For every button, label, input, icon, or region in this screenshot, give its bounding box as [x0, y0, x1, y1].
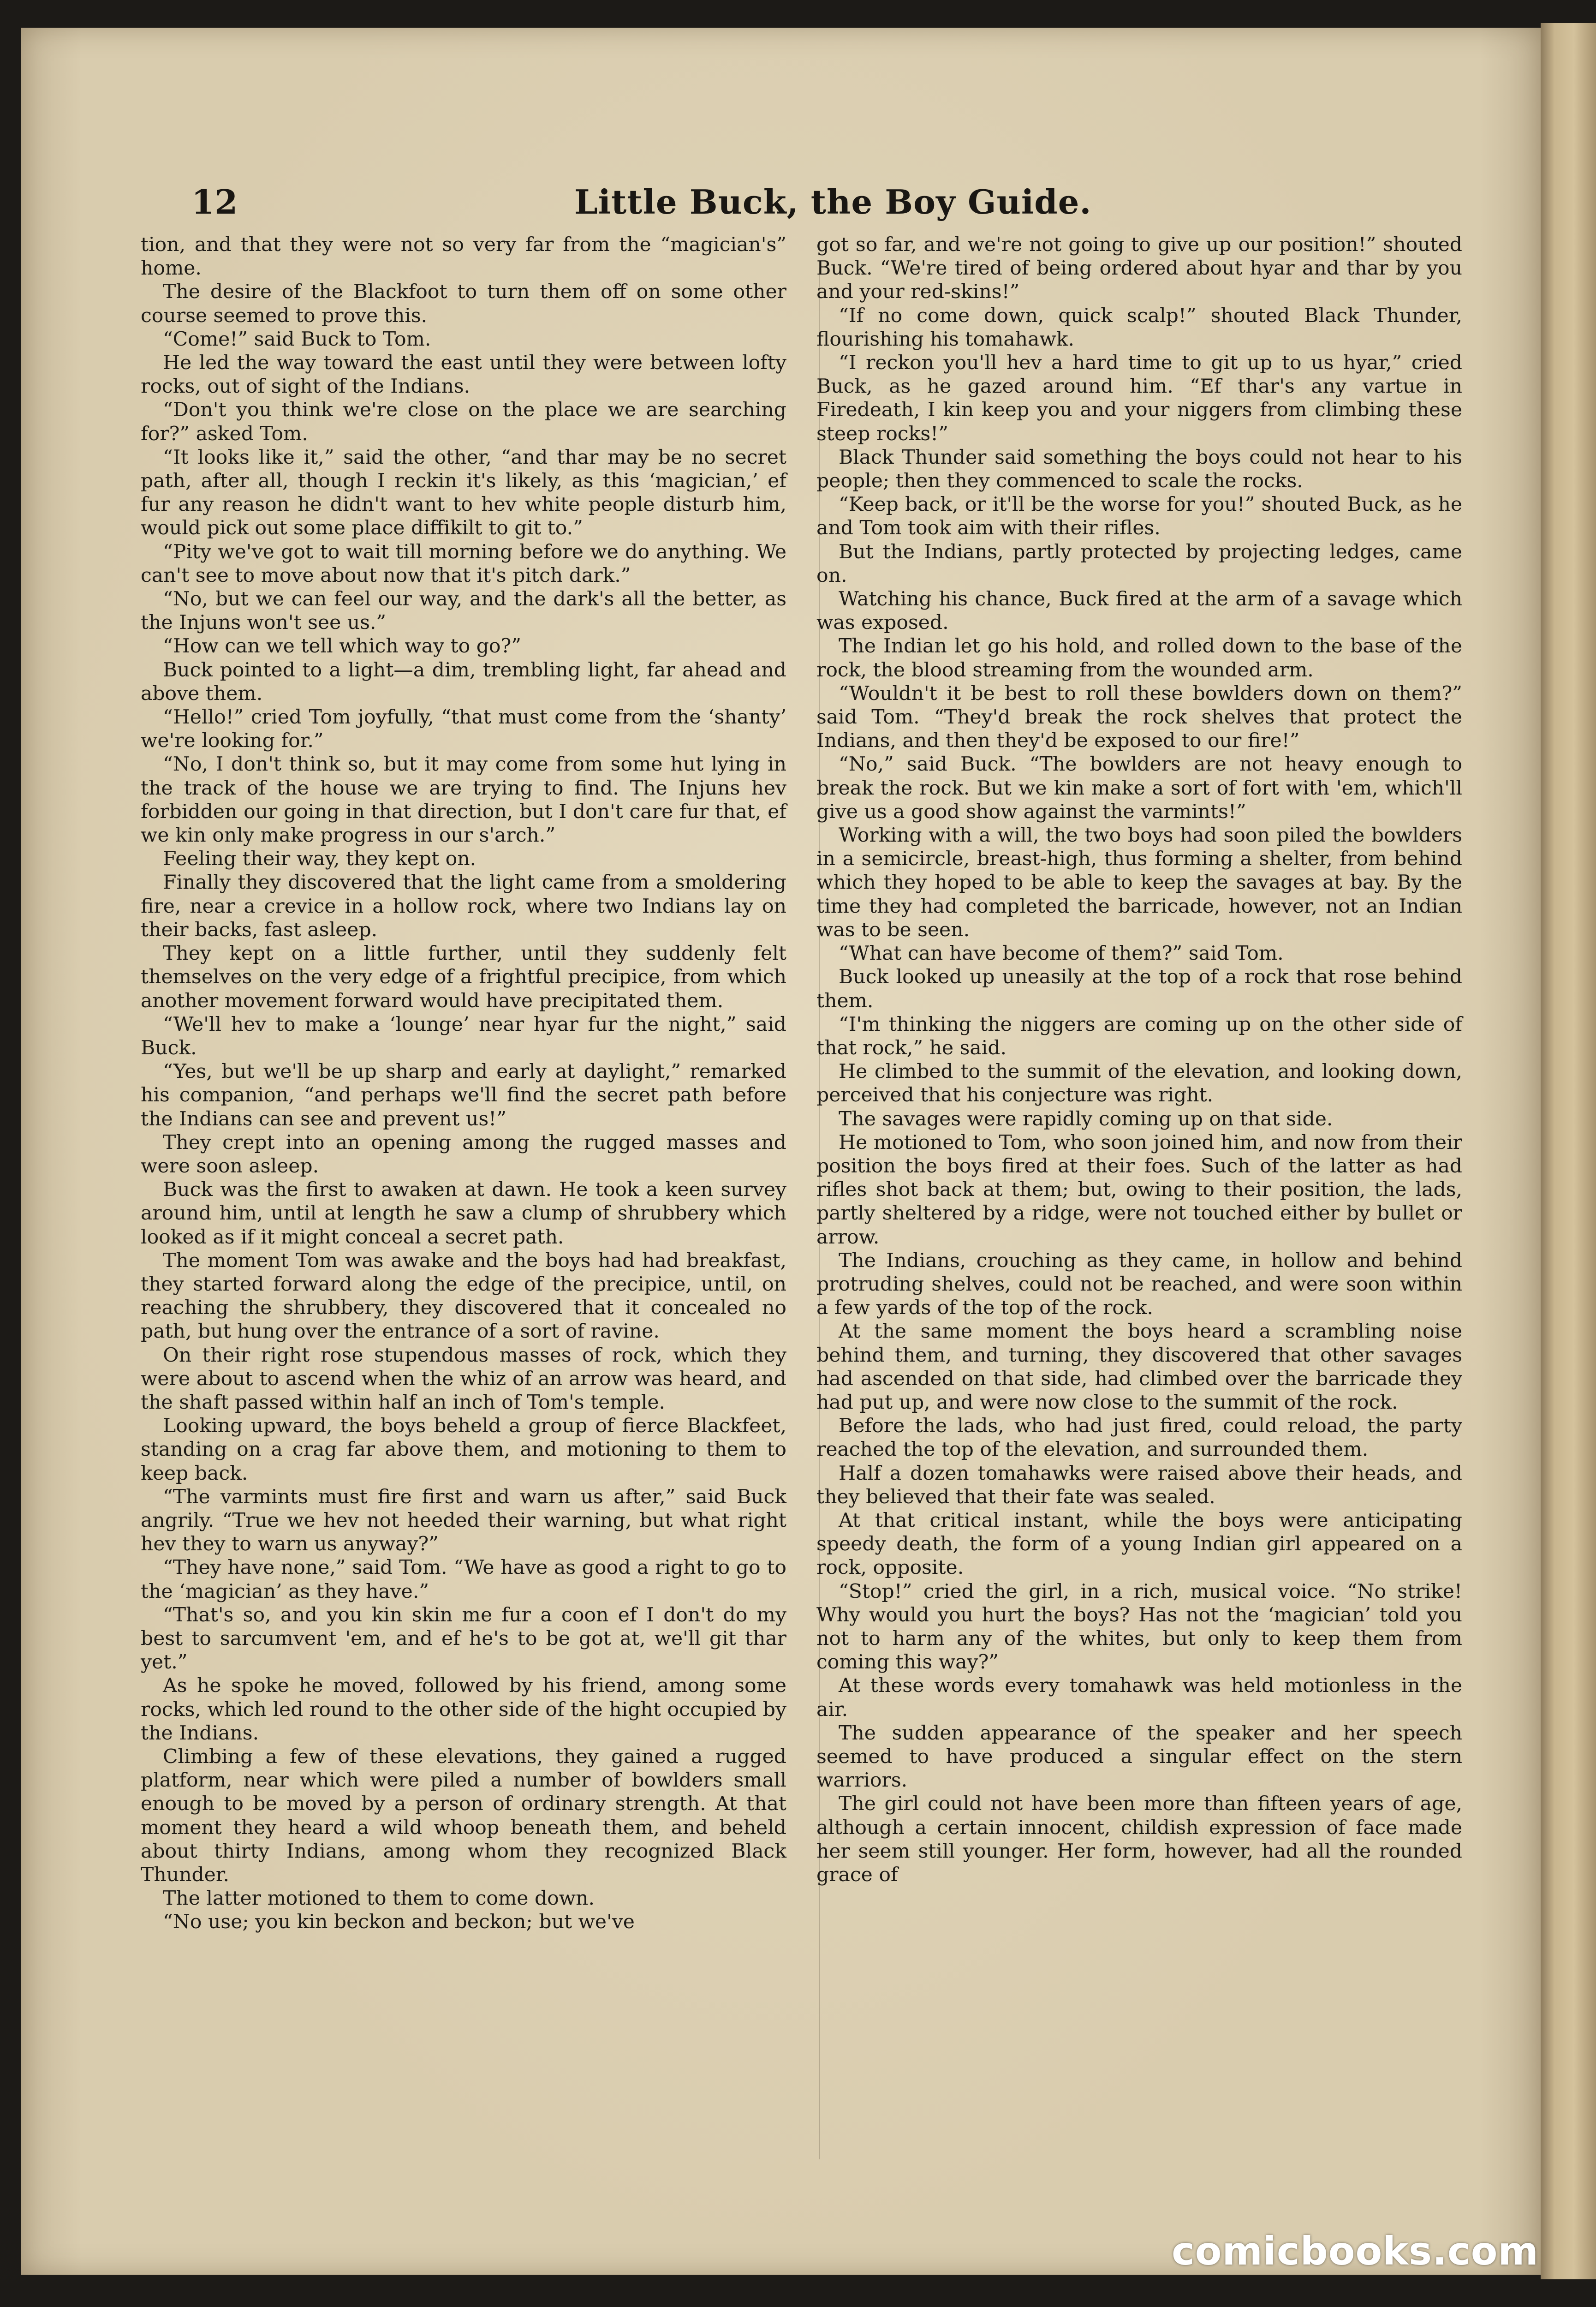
paragraph: “They have none,” said Tom. “We have as good a right to go to the ‘magician’ as they have.”: [141, 1556, 786, 1603]
paragraph: Buck pointed to a light—a dim, trembling light, far ahead and above them.: [141, 658, 786, 705]
right-column: [816, 233, 1462, 1887]
paragraph: Buck was the first to awaken at dawn. He took a keen survey around him, until at length he saw a clump of shrubbery which looked as if it might conceal a secret path.: [141, 1178, 786, 1249]
paragraph: He led the way toward the east until they were between lofty rocks, out of sight of the Indians.: [141, 352, 786, 398]
paragraph: Half a dozen tomahawks were raised above their heads, and they believed that their fate was sealed.: [816, 1462, 1462, 1508]
paragraph: At the same moment the boys heard a scrambling noise behind them, and turning, they discovered that other savages had ascended on that side, had climbed over the barricade they had put up, and were now close to the summit of the rock.: [816, 1320, 1462, 1414]
page-header: [21, 182, 1541, 233]
paragraph: The latter motioned to them to come down.: [163, 1887, 595, 1910]
paragraph: They crept into an opening among the rugged masses and were soon asleep.: [141, 1131, 786, 1177]
paragraph: “No use; you kin beckon and beckon; but we've: [163, 1911, 635, 1934]
paragraph: “Stop!” cried the girl, in a rich, musical voice. “No strike! Why would you hurt the boys? Has not the ‘magician’ told you not to harm any of the whites, but only to keep them from coming this way?”: [816, 1580, 1462, 1674]
paragraph: The savages were rapidly coming up on that side.: [839, 1107, 1333, 1130]
paragraph: The Indians, crouching as they came, in hollow and behind protruding shelves, could not be reached, and were soon within a few yards of the top of the rock.: [816, 1249, 1462, 1320]
paragraph: “The varmints must fire first and warn us after,” said Buck angrily. “True we hev not heeded their warning, but what right hev they to warn us anyway?”: [141, 1485, 786, 1556]
paragraph: He climbed to the summit of the elevation, and looking down, perceived that his conjecture was right.: [816, 1060, 1462, 1107]
paragraph: He motioned to Tom, who soon joined him, and now from their position the boys fired at their foes. Such of the latter as had rifles shot back at them; but, owing to their position, the lads, partly sheltered by a ridge, were not touched either by bullet or arrow.: [816, 1131, 1462, 1249]
paragraph: Finally they discovered that the light came from a smoldering fire, near a crevice in a hollow rock, where two Indians lay on their backs, fast asleep.: [141, 871, 786, 941]
paragraph: “I reckon you'll hev a hard time to git up to us hyar,” cried Buck, as he gazed around him. “Ef thar's any vartue in Firedeath, I kin keep you and your niggers from climbing these steep rocks!”: [816, 352, 1462, 445]
paragraph: “No, I don't think so, but it may come from some hut lying in the track of the house we are trying to find. The Injuns hev forbidden our going in that direction, but I don't care fur that, ef we kin only make progress in our s'arch.”: [141, 753, 786, 847]
paragraph: “Pity we've got to wait till morning before we do anything. We can't see to move about now that it's pitch dark.”: [141, 540, 786, 587]
paragraph: At that critical instant, while the boys were anticipating speedy death, the form of a young Indian girl appeared on a rock, opposite.: [816, 1509, 1462, 1579]
paragraph: “That's so, and you kin skin me fur a coon ef I don't do my best to sarcumvent 'em, and ef he's to be got at, we'll git thar yet.”: [141, 1603, 786, 1674]
paragraph: tion, and that they were not so very far from the “magician's” home.: [141, 233, 786, 280]
paragraph: “It looks like it,” said the other, “and thar may be no secret path, after all, though I reckin it's likely, as this ‘magician,’ ef fur any reason he didn't want to hev white people disturb him, would pick out some place diffikilt to git to.”: [141, 446, 786, 540]
paragraph: “How can we tell which way to go?”: [163, 635, 521, 658]
paragraph: As he spoke he moved, followed by his friend, among some rocks, which led round to the other side of the hight occupied by the Indians.: [141, 1674, 786, 1745]
paragraph: got so far, and we're not going to give up our position!” shouted Buck. “We're tired of being ordered about hyar and thar by you and your red-skins!”: [816, 233, 1462, 304]
paragraph: “Hello!” cried Tom joyfully, “that must come from the ‘shanty’ we're looking for.”: [141, 706, 786, 753]
paragraph: At these words every tomahawk was held motionless in the air.: [816, 1674, 1462, 1721]
paragraph: Watching his chance, Buck fired at the arm of a savage which was exposed.: [816, 588, 1462, 634]
paragraph: Black Thunder said something the boys could not hear to his people; then they commenced to scale the rocks.: [816, 446, 1462, 493]
page-number: 12: [191, 182, 238, 221]
paragraph: “If no come down, quick scalp!” shouted Black Thunder, flourishing his tomahawk.: [816, 304, 1462, 351]
paragraph: “We'll hev to make a ‘lounge’ near hyar fur the night,” said Buck.: [141, 1013, 786, 1059]
paragraph: “No,” said Buck. “The bowlders are not heavy enough to break the rock. But we kin make a sort of fort with 'em, which'll give us a good show against the varmints!”: [816, 753, 1462, 823]
left-column: [141, 233, 786, 1934]
paragraph: Looking upward, the boys beheld a group of fierce Blackfeet, standing on a crag far above them, and motioning to them to keep back.: [141, 1415, 786, 1485]
paragraph: “No, but we can feel our way, and the dark's all the better, as the Injuns won't see us.”: [141, 588, 786, 634]
paragraph: The desire of the Blackfoot to turn them off on some other course seemed to prove this.: [141, 281, 786, 327]
paragraph: “Keep back, or it'll be the worse for you!” shouted Buck, as he and Tom took aim with their rifles.: [816, 493, 1462, 540]
paragraph: But the Indians, partly protected by projecting ledges, came on.: [816, 540, 1462, 587]
paragraph: Feeling their way, they kept on.: [163, 848, 476, 871]
paragraph: The moment Tom was awake and the boys had had breakfast, they started forward along the edge of the precipice, until, on reaching the shrubbery, they discovered that it concealed no path, but hung over the entrance of a sort of ravine.: [141, 1249, 786, 1343]
paragraph: Buck looked up uneasily at the top of a rock that rose behind them.: [816, 966, 1462, 1012]
paragraph: “What can have become of them?” said Tom.: [839, 942, 1284, 965]
paragraph: Working with a will, the two boys had soon piled the bowlders in a semicircle, breast-high, thus forming a shelter, from behind which they hoped to be able to keep the savages at bay. By the time they had completed the barricade, however, not an Indian was to be seen.: [816, 824, 1462, 941]
next-page-edge: [1541, 23, 1596, 2279]
paragraph: “Wouldn't it be best to roll these bowlders down on them?” said Tom. “They'd break the rock shelves that protect the Indians, and then they'd be exposed to our fire!”: [816, 682, 1462, 753]
paragraph: The sudden appearance of the speaker and her speech seemed to have produced a singular effect on the stern warriors.: [816, 1721, 1462, 1792]
paragraph: “Come!” said Buck to Tom.: [163, 328, 431, 351]
paragraph: They kept on a little further, until they suddenly felt themselves on the very edge of a frightful precipice, from which another movement forward would have precipitated them.: [141, 942, 786, 1012]
paragraph: Climbing a few of these elevations, they gained a rugged platform, near which were piled a number of bowlders small enough to be moved by a person of ordinary strength. At that moment they heard a wild whoop beneath them, and beheld about thirty Indians, among whom they recognized Black Thunder.: [141, 1745, 786, 1887]
paragraph: “Yes, but we'll be up sharp and early at daylight,” remarked his companion, “and perhaps we'll find the secret path before the Indians can see and prevent us!”: [141, 1060, 786, 1130]
site-watermark: comicbooks.com: [1172, 2229, 1539, 2274]
paragraph: Before the lads, who had just fired, could reload, the party reached the top of the elevation, and surrounded them.: [816, 1415, 1462, 1461]
paragraph: “Don't you think we're close on the place we are searching for?” asked Tom.: [141, 399, 786, 445]
paragraph: The girl could not have been more than fifteen years of age, although a certain innocent, childish expression of face made her seem still younger. Her form, however, had all the rounded grace of: [816, 1793, 1462, 1887]
paragraph: The Indian let go his hold, and rolled down to the base of the rock, the blood streaming from the wounded arm.: [816, 635, 1462, 681]
running-title: Little Buck, the Boy Guide.: [574, 182, 1092, 221]
paragraph: “I'm thinking the niggers are coming up on the other side of that rock,” he said.: [816, 1013, 1462, 1059]
paragraph: On their right rose stupendous masses of rock, which they were about to ascend when the whiz of an arrow was heard, and the shaft passed within half an inch of Tom's temple.: [141, 1344, 786, 1414]
